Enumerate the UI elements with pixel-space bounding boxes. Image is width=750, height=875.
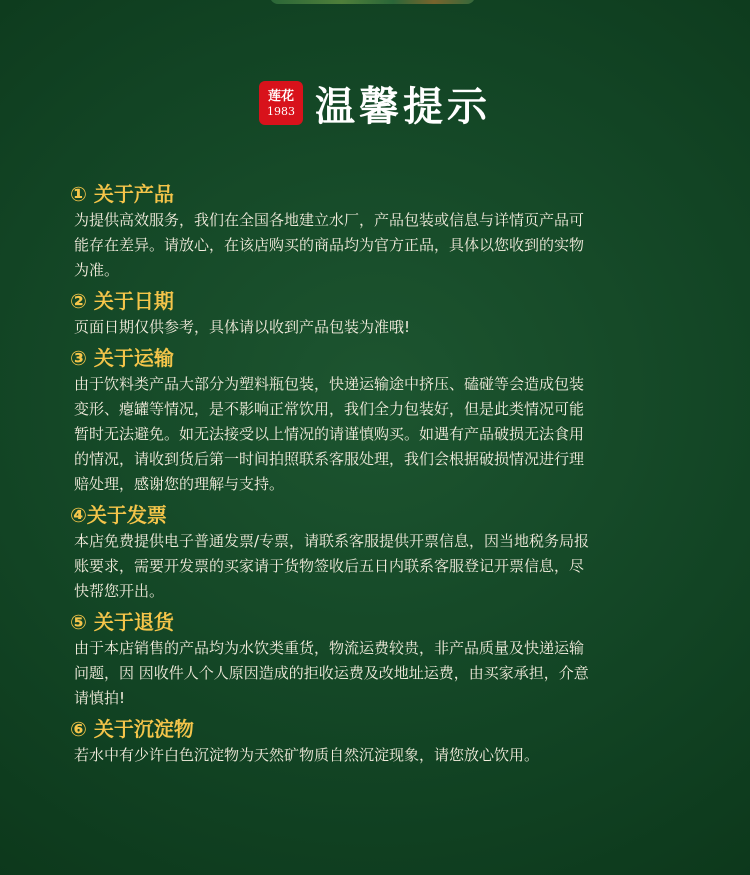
section-body — [74, 529, 690, 604]
section-body — [74, 636, 690, 711]
body-line: 本店免费提供电子普通发票/专票，请联系客服提供开票信息，因当地税务局报 — [74, 532, 590, 550]
body-line: 账要求，需要开发票的买家请于货物签收后五日内联系客服登记开票信息，尽 — [74, 557, 585, 575]
body-line: 为准。 — [74, 261, 120, 279]
section-title: ⑥ 关于沉淀物 — [70, 717, 194, 741]
body-line: 快帮您开出。 — [74, 582, 165, 600]
top-decoration — [270, 0, 475, 4]
section-title: ⑤ 关于退货 — [70, 610, 174, 634]
section-invoice — [70, 501, 690, 604]
body-line: 赔处理，感谢您的理解与支持。 — [74, 475, 285, 493]
section-title: ④关于发票 — [70, 503, 167, 527]
section-title: ③ 关于运输 — [70, 346, 174, 370]
logo-name: 莲花 — [267, 88, 294, 104]
body-line: 请慎拍! — [74, 689, 126, 707]
section-sediment — [70, 715, 690, 768]
section-body — [74, 315, 690, 340]
body-line: 问题，因 因收件人个人原因造成的拒收运费及改地址运费，由买家承担，介意 — [74, 664, 589, 682]
section-title: ① 关于产品 — [70, 182, 174, 206]
body-line: 由于饮料类产品大部分为塑料瓶包装，快递运输途中挤压、磕碰等会造成包装 — [74, 375, 585, 393]
section-date — [70, 287, 690, 340]
brand-logo — [259, 81, 303, 125]
page-title: 温馨提示 — [315, 83, 491, 130]
section-product — [70, 180, 690, 283]
body-line: 为提供高效服务，我们在全国各地建立水厂，产品包装或信息与详情页产品可 — [74, 211, 585, 229]
logo-year: 1983 — [267, 104, 295, 118]
header — [0, 78, 750, 128]
section-body — [74, 743, 690, 768]
section-body — [74, 208, 690, 283]
section-body — [74, 372, 690, 497]
body-line: 若水中有少许白色沉淀物为天然矿物质自然沉淀现象，请您放心饮用。 — [74, 746, 540, 764]
body-line: 能存在差异。请放心，在该店购买的商品均为官方正品，具体以您收到的实物 — [74, 236, 585, 254]
section-shipping — [70, 344, 690, 497]
body-line: 由于本店销售的产品均为水饮类重货，物流运费较贵，非产品质量及快递运输 — [74, 639, 585, 657]
notice-content — [70, 180, 690, 768]
section-title: ② 关于日期 — [70, 289, 174, 313]
body-line: 的情况，请收到货后第一时间拍照联系客服处理，我们会根据破损情况进行理 — [74, 450, 585, 468]
body-line: 页面日期仅供参考，具体请以收到产品包装为准哦! — [74, 318, 411, 336]
body-line: 变形、瘪罐等情况，是不影响正常饮用，我们全力包装好，但是此类情况可能 — [74, 400, 585, 418]
section-returns — [70, 608, 690, 711]
body-line: 暂时无法避免。如无法接受以上情况的请谨慎购买。如遇有产品破损无法食用 — [74, 425, 585, 443]
